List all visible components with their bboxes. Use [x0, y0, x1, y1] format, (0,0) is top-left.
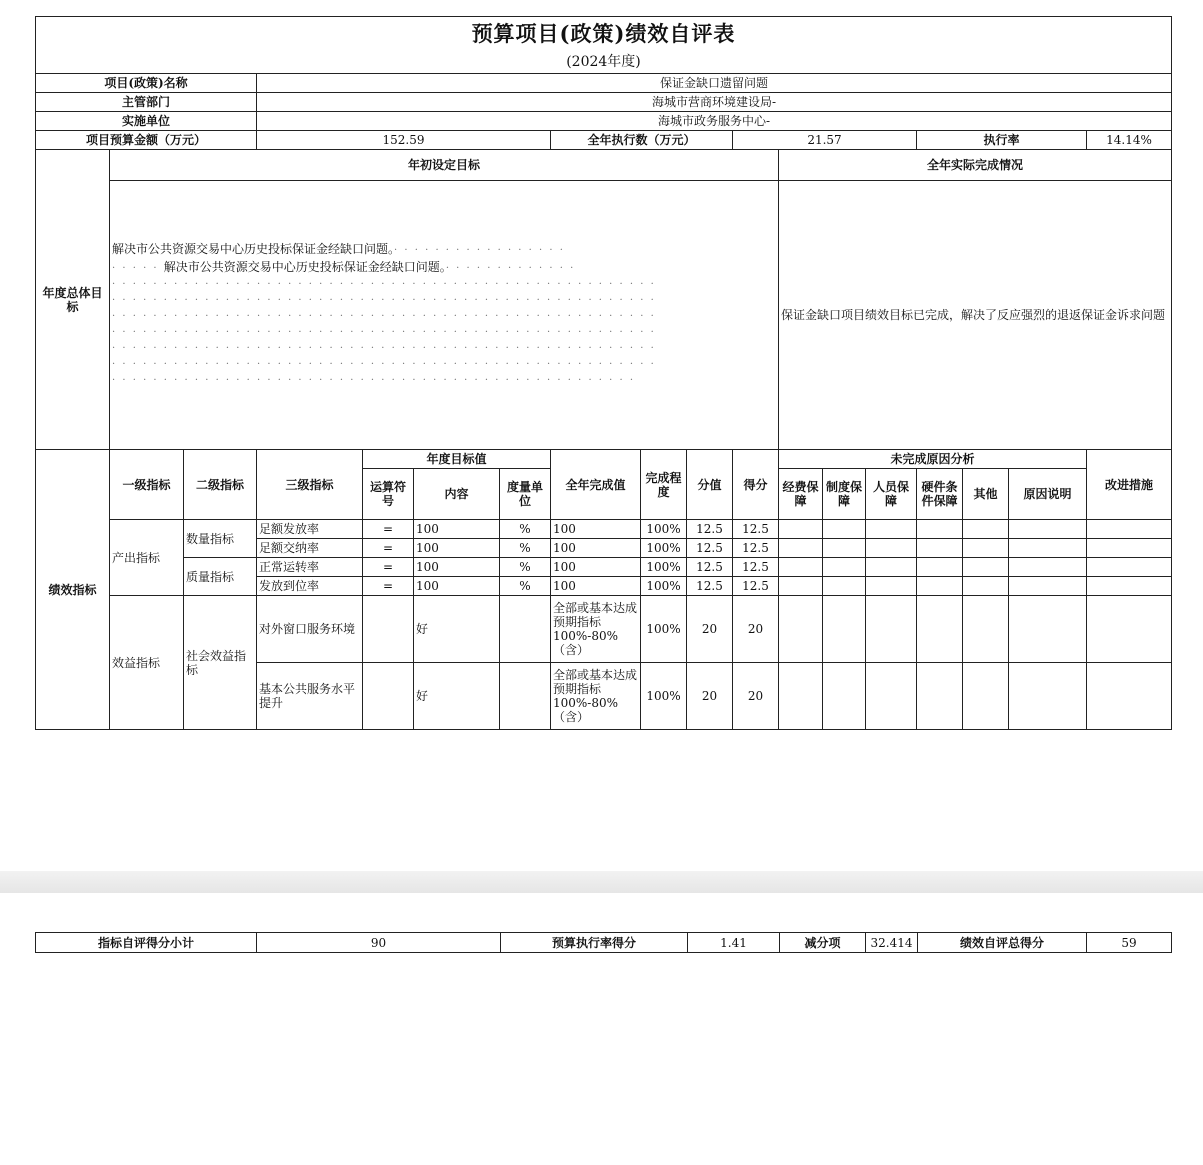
initial-goal-line-1: 解决市公共资源交易中心历史投标保证金经缺口问题。 — [112, 242, 395, 256]
incomplete-reason-header: 未完成原因分析 — [779, 450, 1087, 469]
actual-value: 全部或基本达成预期指标100%-80%（含） — [551, 596, 641, 663]
measure-unit — [500, 596, 551, 663]
budget-rate-score-value: 1.41 — [688, 933, 780, 953]
initial-goal-header: 年初设定目标 — [110, 150, 779, 181]
score: 20 — [733, 596, 779, 663]
score-value: 12.5 — [687, 539, 733, 558]
initial-goal-line-2: 解决市公共资源交易中心历史投标保证金经缺口问题。 — [163, 260, 446, 274]
indicator-name: 正常运转率 — [257, 558, 363, 577]
other-header: 其他 — [963, 469, 1009, 520]
table-row — [36, 596, 1172, 663]
level2-header: 二级指标 — [184, 450, 257, 520]
score: 12.5 — [733, 577, 779, 596]
unit-label: 实施单位 — [36, 112, 257, 131]
personnel-header: 人员保障 — [866, 469, 917, 520]
initial-goal-text: 解决市公共资源交易中心历史投标保证金经缺口问题。· · · · · · · · · · · · · · · · · · · · · · 解决市公共资源交易中心历史投标保证金经缺口问题。· · · · · · · · · · · · · · · · · · · · · · · · · · · · · · · · · · · · · · · · · · · · · · · · · · · · · · · · · · · · · · · · · · · · · · · · · · · · · · · · · · · · · · · · · · · · · · · · · · · · · · · · · · · · · · · · · · · · · · · · · · · · · · · · · · · · · · · · · · · · · · · · · · · · · · · · · · · · · · · · · · · · · · · · · · · · · · · · · · · · · · · · · · · · · · · · · · · · · · · · · · · · · · · · · · · · · · · · · · · · · · · · · · · · · · · · · · · · · · · · · · · · · · · · · · · · · · · · · · · · · · · · · · · · · · · · · · · · · · · · · · · · · · · · · · · · · · · · · · · · · · · · · · · · · · · · · · · · · · · · · · · · · · · · · · · · · · · · · · · · · · · · · · · · · · · · · · · · · · · · · · · · · · · · · · · · · · · · · · · · · · — [112, 242, 656, 386]
completion-degree: 100% — [641, 558, 687, 577]
completion-degree-header: 完成程度 — [641, 450, 687, 520]
level3-header: 三级指标 — [257, 450, 363, 520]
unit-header: 度量单位 — [500, 469, 551, 520]
indicator-name: 发放到位率 — [257, 577, 363, 596]
quantity-indicator-label: 数量指标 — [184, 520, 257, 558]
initial-goal-cell — [110, 181, 779, 450]
executed-label: 全年执行数（万元） — [551, 131, 733, 150]
measure-unit: % — [500, 539, 551, 558]
reason-header: 原因说明 — [1009, 469, 1087, 520]
score: 12.5 — [733, 520, 779, 539]
main-table — [35, 16, 1172, 730]
operator: = — [363, 577, 414, 596]
dept-label: 主管部门 — [36, 93, 257, 112]
unit-value: 海城市政务服务中心- — [257, 112, 1172, 131]
fiscal-year: (2024年度) — [36, 51, 1172, 74]
actual-value: 100 — [551, 520, 641, 539]
operator — [363, 596, 414, 663]
score-value: 20 — [687, 663, 733, 730]
operator: = — [363, 558, 414, 577]
deduction-label: 减分项 — [780, 933, 866, 953]
score-value: 20 — [687, 596, 733, 663]
system-header: 制度保障 — [823, 469, 866, 520]
rate-label: 执行率 — [917, 131, 1087, 150]
actual-completion-header: 全年实际完成情况 — [779, 150, 1172, 181]
measure-unit: % — [500, 577, 551, 596]
evaluation-form — [35, 16, 1171, 730]
operator: = — [363, 520, 414, 539]
summary-table — [35, 932, 1172, 953]
score-value: 12.5 — [687, 520, 733, 539]
output-indicator-label: 产出指标 — [110, 520, 184, 596]
level1-header: 一级指标 — [110, 450, 184, 520]
score: 12.5 — [733, 539, 779, 558]
measure-unit: % — [500, 558, 551, 577]
table-row — [36, 520, 1172, 539]
content-header: 内容 — [414, 469, 500, 520]
budget-value: 152.59 — [257, 131, 551, 150]
target-content: 好 — [414, 596, 500, 663]
actual-value: 全部或基本达成预期指标100%-80%（含） — [551, 663, 641, 730]
score-value: 12.5 — [687, 577, 733, 596]
target-content: 好 — [414, 663, 500, 730]
subtotal-label: 指标自评得分小计 — [36, 933, 257, 953]
completion-degree: 100% — [641, 520, 687, 539]
score: 20 — [733, 663, 779, 730]
hardware-header: 硬件条件保障 — [917, 469, 963, 520]
operator — [363, 663, 414, 730]
benefit-indicator-label: 效益指标 — [110, 596, 184, 730]
target-content: 100 — [414, 520, 500, 539]
actual-completion-text: 保证金缺口项目绩效目标已完成，解决了反应强烈的退返保证金诉求问题 — [779, 181, 1172, 450]
executed-value: 21.57 — [733, 131, 917, 150]
project-name-label: 项目(政策)名称 — [36, 74, 257, 93]
social-benefit-label: 社会效益指标 — [184, 596, 257, 730]
funding-header: 经费保障 — [779, 469, 823, 520]
operator: = — [363, 539, 414, 558]
dept-value: 海城市营商环境建设局- — [257, 93, 1172, 112]
total-score-label: 绩效自评总得分 — [918, 933, 1087, 953]
indicator-name: 足额交纳率 — [257, 539, 363, 558]
project-name-value: 保证金缺口遗留问题 — [257, 74, 1172, 93]
target-content: 100 — [414, 577, 500, 596]
indicator-name: 足额发放率 — [257, 520, 363, 539]
subtotal-value: 90 — [257, 933, 501, 953]
target-content: 100 — [414, 558, 500, 577]
score-value-header: 分值 — [687, 450, 733, 520]
total-score-value: 59 — [1087, 933, 1172, 953]
score-header: 得分 — [733, 450, 779, 520]
annual-target-header: 年度目标值 — [363, 450, 551, 469]
page-title: 预算项目(政策)绩效自评表 — [36, 17, 1172, 52]
measure-unit — [500, 663, 551, 730]
budget-rate-score-label: 预算执行率得分 — [501, 933, 688, 953]
score: 12.5 — [733, 558, 779, 577]
actual-value: 100 — [551, 577, 641, 596]
operator-header: 运算符号 — [363, 469, 414, 520]
actual-value-header: 全年完成值 — [551, 450, 641, 520]
annual-goal-label: 年度总体目标 — [36, 150, 110, 450]
indicator-name: 对外窗口服务环境 — [257, 596, 363, 663]
completion-degree: 100% — [641, 577, 687, 596]
actual-value: 100 — [551, 558, 641, 577]
table-row — [36, 558, 1172, 577]
completion-degree: 100% — [641, 596, 687, 663]
score-value: 12.5 — [687, 558, 733, 577]
indicator-name: 基本公共服务水平提升 — [257, 663, 363, 730]
completion-degree: 100% — [641, 539, 687, 558]
quality-indicator-label: 质量指标 — [184, 558, 257, 596]
improvement-header: 改进措施 — [1087, 450, 1172, 520]
summary-section — [35, 932, 1171, 953]
rate-value: 14.14% — [1087, 131, 1172, 150]
page-break — [0, 871, 1203, 893]
deduction-value: 32.414 — [866, 933, 918, 953]
target-content: 100 — [414, 539, 500, 558]
completion-degree: 100% — [641, 663, 687, 730]
actual-value: 100 — [551, 539, 641, 558]
measure-unit: % — [500, 520, 551, 539]
performance-indicator-label: 绩效指标 — [36, 450, 110, 730]
budget-label: 项目预算金额（万元） — [36, 131, 257, 150]
